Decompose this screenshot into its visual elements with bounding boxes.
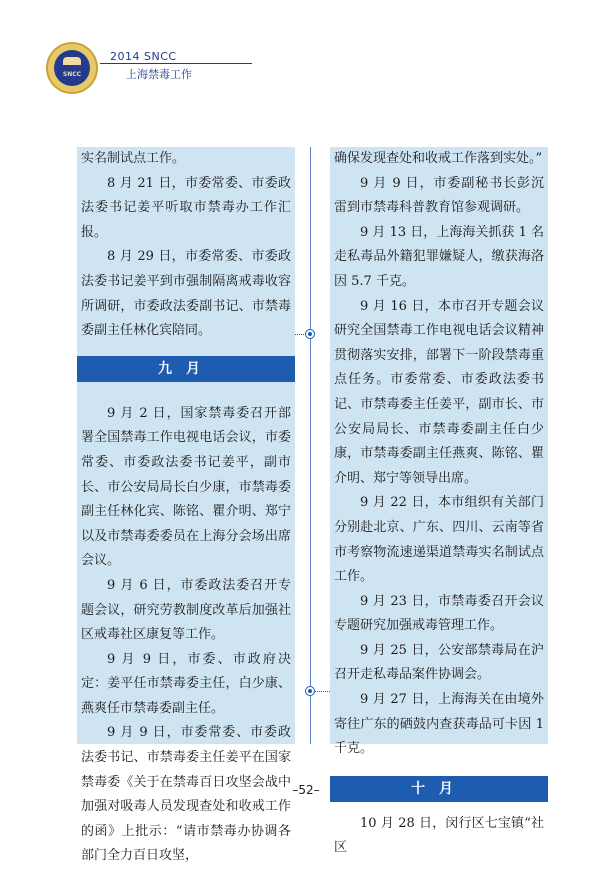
paragraph: 9 月 13 日，上海海关抓获 1 名走私毒品外籍犯罪嫌疑人，缴获海洛因 5.7 千克。	[334, 224, 544, 289]
paragraph: 实名制试点工作。	[81, 151, 186, 166]
paragraph: 9 月 25 日，公安部禁毒局在沪召开走私毒品案件协调会。	[334, 642, 544, 683]
left-bottom-text	[77, 392, 295, 869]
paragraph: 9 月 2 日，国家禁毒委召开部署全国禁毒工作电视电话会议，市委常委、市委政法委书记姜平，副市长、市公安局局长白少康，市禁毒委副主任林化宾、陈铭、瞿介明、郑宁以及市禁毒委委员在上海分会场出席会议。	[81, 405, 291, 569]
paragraph: 9 月 23 日，市禁毒委召开会议专题研究加强戒毒管理工作。	[334, 593, 544, 634]
paragraph: 9 月 9 日，市委副秘书长彭沉雷到市禁毒科普教育馆参观调研。	[334, 175, 544, 216]
left-column	[77, 147, 295, 864]
header-divider	[100, 63, 252, 64]
header-subtitle: 上海禁毒工作	[126, 68, 192, 81]
right-top-text	[330, 147, 548, 762]
paragraph: 9 月 16 日，本市召开专题会议研究全国禁毒工作电视电话会议精神贯彻落实安排，部署下一阶段禁毒重点任务。市委常委、市委政法委书记、市禁毒委主任姜平，副市长、市公安局局长、市禁毒委副主任白少康，市禁毒委副主任燕爽、陈铭、瞿介明、郑宁等领导出席。	[334, 298, 544, 486]
month-heading-september	[77, 356, 295, 382]
timeline-node-oct-icon	[305, 686, 315, 696]
right-column	[330, 147, 548, 856]
paragraph: 8 月 29 日，市委常委、市委政法委书记姜平到市强制隔离戒毒收容所调研，市委政法委副书记、市禁毒委副主任林化宾陪同。	[81, 249, 291, 339]
month-label: 十月	[411, 780, 467, 797]
logo-emblem	[54, 50, 90, 86]
paragraph: 10 月 28 日，闵行区七宝镇“社区	[334, 815, 544, 856]
right-bottom-text	[330, 812, 548, 861]
logo-text: SNCC	[62, 71, 82, 78]
timeline-line	[310, 147, 311, 744]
left-top-text	[77, 147, 295, 344]
logo-eagle-icon	[63, 57, 81, 65]
paragraph: 9 月 27 日，上海海关在由境外寄往广东的硒鼓内查获毒品可卡因 1 千克。	[334, 692, 544, 757]
page-header	[0, 0, 612, 96]
page-number: –52–	[292, 783, 320, 797]
paragraph: 8 月 21 日，市委常委、市委政法委书记姜平听取市禁毒办工作汇报。	[81, 175, 291, 240]
paragraph: 确保发现查处和收戒工作落到实处。”	[334, 151, 543, 166]
sncc-logo	[46, 42, 98, 94]
header-year: 2014 SNCC	[110, 50, 177, 63]
paragraph: 9 月 9 日，市委、市政府决定：姜平任市禁毒委主任，白少康、燕爽任市禁毒委副主任。	[81, 651, 291, 716]
paragraph: 9 月 9 日，市委常委、市委政法委书记、市禁毒委主任姜平在国家禁毒委《关于在禁毒百日攻坚会战中加强对吸毒人员发现查处和收戒工作的函》上批示：“请市禁毒办协调各部门全力百日攻坚，	[81, 725, 291, 864]
paragraph: 9 月 22 日，本市组织有关部门分别赴北京、广东、四川、云南等省市考察物流速递渠道禁毒实名制试点工作。	[334, 495, 544, 585]
paragraph: 9 月 6 日，市委政法委召开专题会议，研究劳教制度改革后加强社区戒毒社区康复等工作。	[81, 577, 291, 643]
timeline-node-sep-icon	[305, 329, 315, 339]
month-label: 九月	[158, 360, 214, 377]
